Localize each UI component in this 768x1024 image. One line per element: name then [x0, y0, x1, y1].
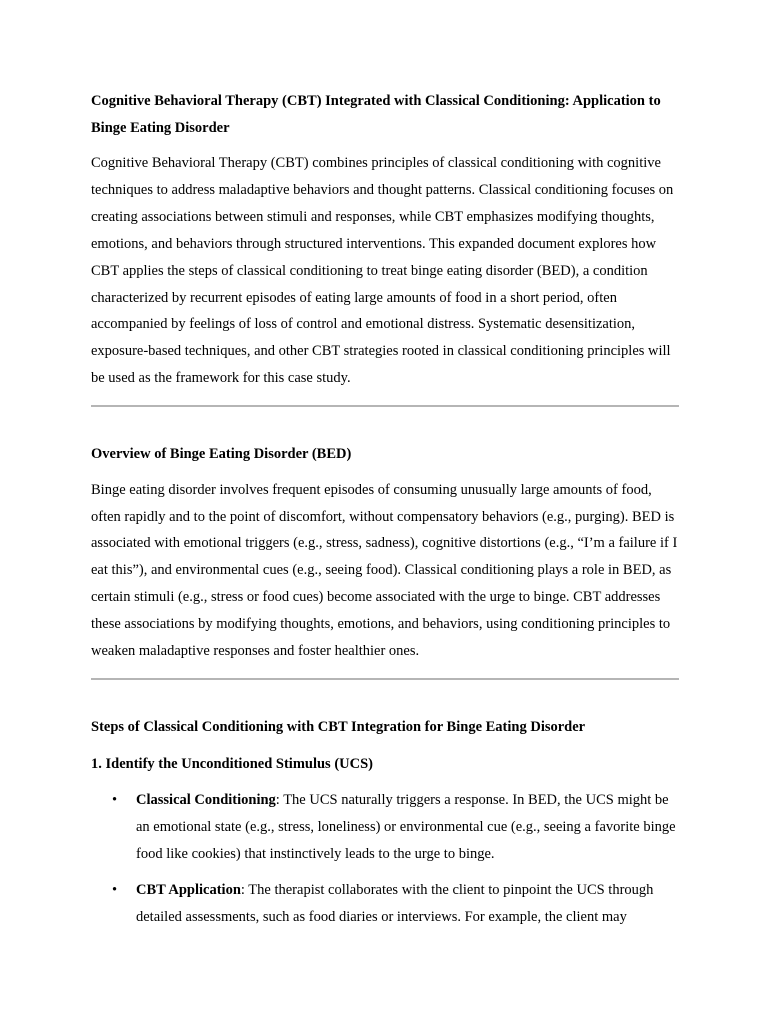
horizontal-rule — [91, 678, 679, 680]
document-title: Cognitive Behavioral Therapy (CBT) Integrated with Classical Conditioning: Application to Binge Eating Disorder — [91, 93, 661, 136]
bullet-text: : The UCS naturally triggers a response. In BED, the UCS might be an emotional state (e.g., stress, loneliness) or environmental cue (e.g., seeing a favorite binge food like cookies) that instinctively leads to the urge to binge. — [136, 792, 676, 862]
intro-paragraph: Cognitive Behavioral Therapy (CBT) combines principles of classical conditioning with cognitive techniques to address maladaptive behaviors and thought patterns. Classical conditioning focuses on creating associations between stimuli and responses, while CBT emphasizes modifying thoughts, emotions, and behaviors through structured interventions. This expanded document explores how CBT applies the steps of classical conditioning to treat binge eating disorder (BED), a condition characterized by recurrent episodes of eating large amounts of food in a short period, often accompanied by feelings of loss of control and emotional distress. Systematic desensitization, exposure-based techniques, and other CBT strategies rooted in classical conditioning principles will be used as the framework for this case study. — [91, 155, 674, 387]
step-1-heading: 1. Identify the Unconditioned Stimulus (UCS) — [91, 755, 373, 772]
bullet-text: : The therapist collaborates with the client to pinpoint the UCS through detailed assessments, such as food diaries or interviews. For example, the client may — [136, 881, 654, 925]
overview-heading: Overview of Binge Eating Disorder (BED) — [91, 446, 352, 463]
bullet-label: Classical Conditioning — [136, 792, 276, 808]
document-page — [91, 88, 679, 931]
bullet-label: CBT Application — [136, 881, 241, 898]
bullet-icon: • — [112, 881, 118, 898]
bullet-icon: • — [112, 792, 118, 808]
overview-paragraph: Binge eating disorder involves frequent episodes of consuming unusually large amounts of food, often rapidly and to the point of discomfort, without compensatory behaviors (e.g., purging). BED is associated with emotional triggers (e.g., stress, sadness), cognitive distortions (e.g., “I’m a failure if I eat this”), and environmental cues (e.g., seeing food). Classical conditioning plays a role in BED, as certain stimuli (e.g., stress or food cues) become associated with the urge to binge. CBT addresses these associations by modifying thoughts, emotions, and behaviors, using conditioning principles to weaken maladaptive responses and foster healthier ones. — [91, 481, 678, 660]
horizontal-rule — [91, 405, 679, 407]
step-1-bullet-list — [91, 787, 679, 931]
list-item — [91, 787, 679, 868]
steps-heading: Steps of Classical Conditioning with CBT Integration for Binge Eating Disorder — [91, 719, 586, 735]
list-item — [91, 877, 679, 931]
